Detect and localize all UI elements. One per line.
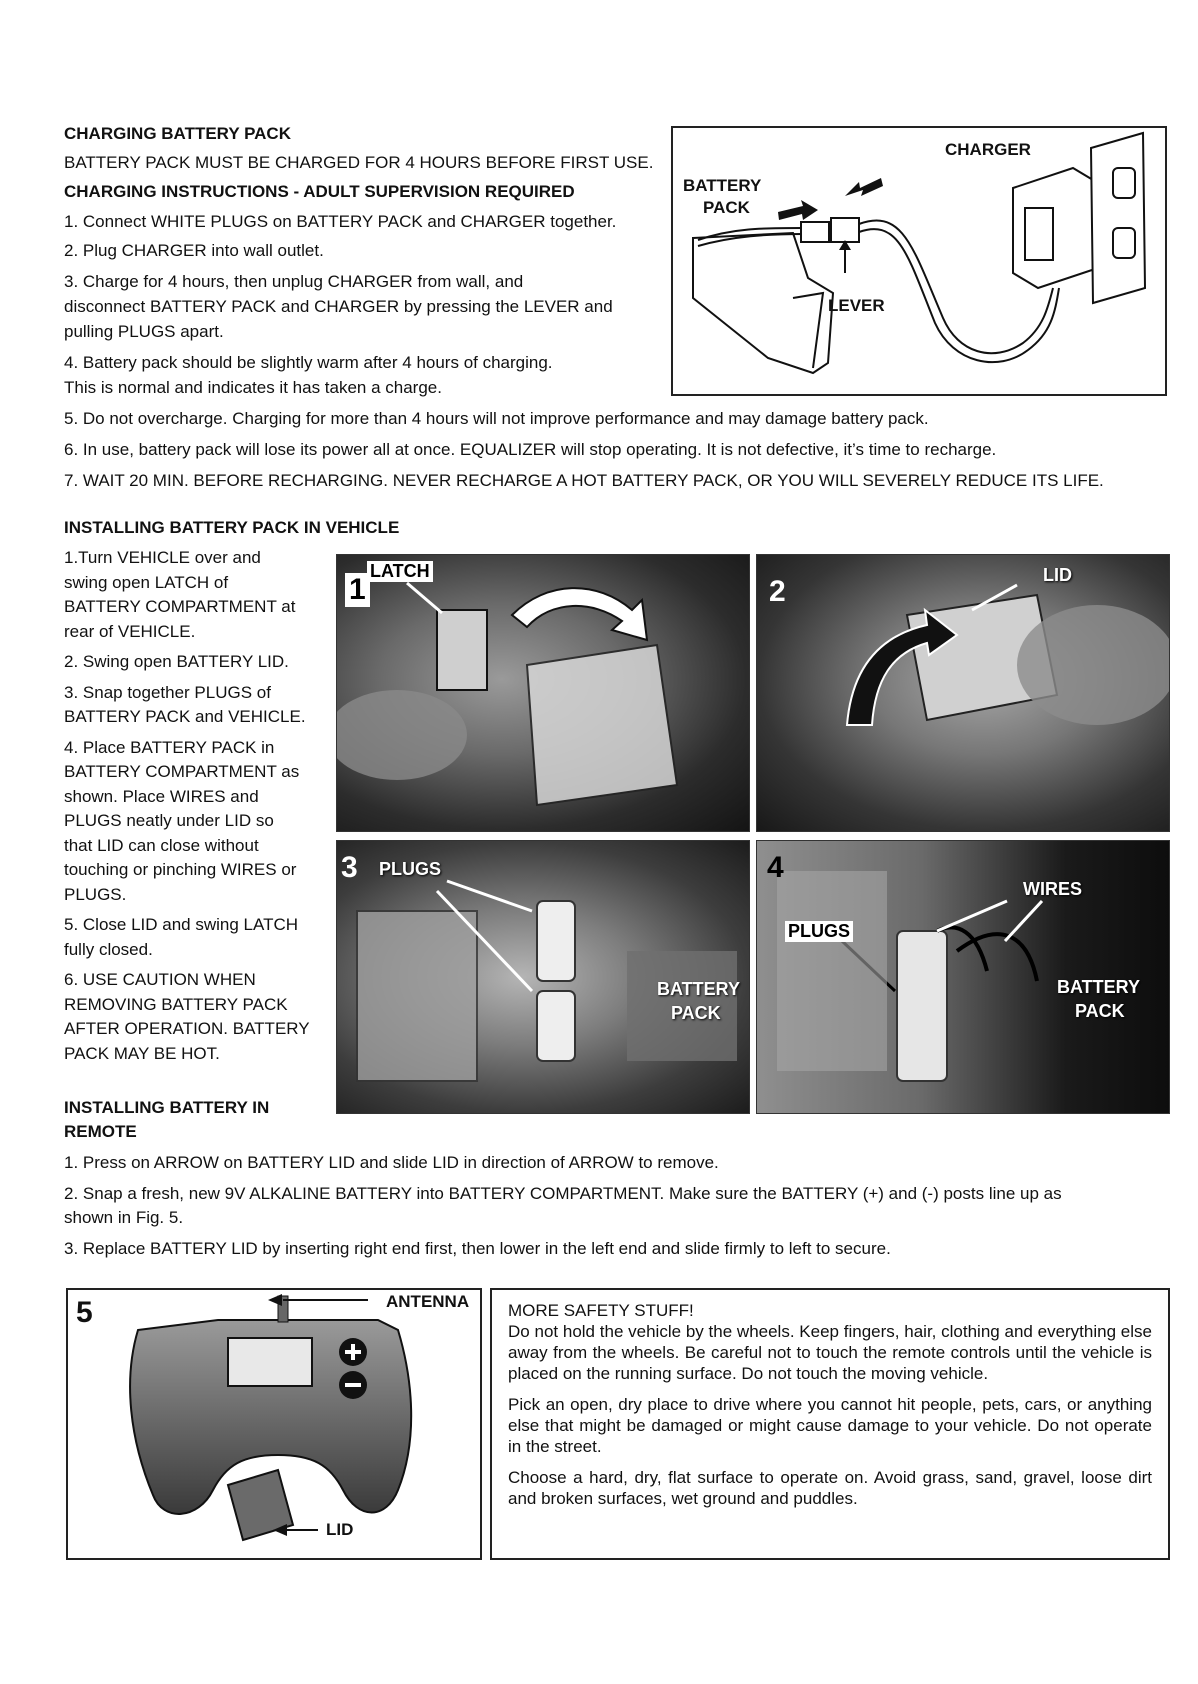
photo-3-battery-label-line-1: BATTERY — [657, 979, 740, 999]
installing-remote-heading-line-1: INSTALLING BATTERY IN — [64, 1098, 270, 1117]
wall-outlet — [1091, 133, 1145, 303]
installing-vehicle-steps — [64, 546, 328, 1066]
safety-paragraph-2: Pick an open, dry place to drive where you cannot hit people, pets, cars, or anything else that might be damaged or might cause damage to your vehicle. Do not operate in the street. — [508, 1395, 1152, 1456]
arrow-right-icon — [778, 200, 818, 220]
charger-diagram — [671, 126, 1167, 396]
photo-3-battery-label-line-2: PACK — [671, 1003, 721, 1023]
photo-4-wires-label: WIRES — [1023, 879, 1083, 899]
photo-2-illustration — [757, 555, 1169, 831]
arrow-left-icon — [845, 178, 883, 196]
vehicle-step-3-line-1: 3. Snap together PLUGS of — [64, 682, 271, 702]
vehicle-step-4-line-2: BATTERY COMPARTMENT as — [64, 762, 300, 781]
charger-diagram-illustration — [673, 128, 1165, 394]
vehicle-step-6-line-1: 6. USE CAUTION WHEN — [64, 970, 256, 989]
remote-illustration — [68, 1290, 480, 1558]
vehicle-step-6-line-3: AFTER OPERATION. BATTERY — [64, 1019, 310, 1038]
charging-step-1: 1. Connect WHITE PLUGS on BATTERY PACK and CHARGER together. — [64, 212, 617, 231]
photo-3-illustration — [337, 841, 749, 1113]
vehicle-step-1-line-4: rear of VEHICLE. — [64, 621, 196, 641]
photo-1-number: 1 — [345, 573, 370, 607]
photo-1-label: LATCH — [367, 561, 433, 582]
charging-step-6: 6. In use, battery pack will lose its power all at once. EQUALIZER will stop operating. It is not defective, it’s time to recharge. — [64, 440, 997, 459]
vehicle-step-3-line-2: BATTERY PACK and VEHICLE. — [64, 707, 306, 726]
photo-4-plugs-label: PLUGS — [785, 921, 853, 942]
photo-4-wires — [756, 840, 1170, 1114]
charging-must-charge: BATTERY PACK MUST BE CHARGED FOR 4 HOURS BEFORE FIRST USE. — [64, 153, 654, 172]
vehicle-step-4-line-4: PLUGS neatly under LID so — [64, 811, 274, 830]
lever-label: LEVER — [828, 296, 885, 315]
vehicle-step-4-line-6: touching or pinching WIRES or — [64, 860, 297, 879]
vehicle-step-2: 2. Swing open BATTERY LID. — [64, 652, 289, 671]
battery-label-line-2: PACK — [703, 198, 750, 217]
installing-vehicle-heading: INSTALLING BATTERY PACK IN VEHICLE — [64, 518, 400, 537]
battery-pack-shape — [693, 233, 833, 373]
photo-1-latch — [336, 554, 750, 832]
vehicle-step-4-line-3: shown. Place WIRES and — [64, 786, 259, 806]
charging-heading: CHARGING BATTERY PACK — [64, 124, 291, 143]
vehicle-step-4-line-7: PLUGS. — [64, 884, 127, 904]
antenna-label: ANTENNA — [386, 1292, 470, 1311]
safety-heading: MORE SAFETY STUFF! — [508, 1301, 694, 1320]
charging-step-4-line-2: This is normal and indicates it has taken a charge. — [64, 378, 442, 397]
photo-2-lid — [756, 554, 1170, 832]
plug-left — [801, 222, 829, 242]
photo-3-number: 3 — [341, 851, 358, 884]
safety-box — [490, 1288, 1170, 1560]
charging-step-5: 5. Do not overcharge. Charging for more than 4 hours will not improve performance and may damage battery pack. — [64, 409, 929, 428]
safety-paragraph-3: Choose a hard, dry, flat surface to operate on. Avoid grass, sand, gravel, loose dirt and broken surfaces, wet ground and puddles. — [508, 1468, 1152, 1508]
vehicle-step-6-line-4: PACK MAY BE HOT. — [64, 1043, 220, 1063]
vehicle-step-1-line-3: BATTERY COMPARTMENT at — [64, 597, 296, 616]
vehicle-step-5-line-1: 5. Close LID and swing LATCH — [64, 915, 299, 934]
photo-3-plugs — [336, 840, 750, 1114]
remote-battery-compartment — [228, 1338, 312, 1386]
charging-step-2: 2. Plug CHARGER into wall outlet. — [64, 241, 324, 260]
battery-label-line-1: BATTERY — [683, 176, 762, 195]
photo-1-illustration — [337, 555, 749, 831]
vehicle-step-1-line-1: 1.Turn VEHICLE over and — [64, 548, 261, 567]
charger-label: CHARGER — [945, 140, 1031, 159]
vehicle-step-1-line-2: swing open LATCH of — [64, 572, 229, 592]
charging-step-7: 7. WAIT 20 MIN. BEFORE RECHARGING. NEVER RECHARGE A HOT BATTERY PACK, OR YOU WILL SEVERELY REDUCE ITS LIFE. — [64, 471, 1104, 490]
photo-2-number: 2 — [769, 575, 786, 608]
vehicle-step-4-line-5: that LID can close without — [64, 835, 259, 855]
curved-arrow-icon — [512, 588, 647, 640]
charging-step-3-line-2: disconnect BATTERY PACK and CHARGER by pressing the LEVER and — [64, 297, 613, 316]
vehicle-step-4-line-1: 4. Place BATTERY PACK in — [64, 737, 275, 757]
remote-lid-label: LID — [326, 1520, 354, 1539]
remote-step-2-line-2: shown in Fig. 5. — [64, 1208, 184, 1227]
installing-remote-heading-line-2: REMOTE — [64, 1122, 137, 1141]
remote-step-3: 3. Replace BATTERY LID by inserting right end first, then lower in the left end and slide firmly to left to secure. — [64, 1239, 891, 1258]
remote-figure-number: 5 — [76, 1296, 93, 1329]
safety-paragraph-1: Do not hold the vehicle by the wheels. Keep fingers, hair, clothing and everything else away from the wheels. Be careful not to touch the remote controls until the vehicle is placed on the running surface. Do not touch the moving vehicle. — [508, 1322, 1152, 1383]
photo-2-label: LID — [1043, 565, 1072, 585]
charging-step-3-line-3: pulling PLUGS apart. — [64, 322, 224, 341]
photo-4-number: 4 — [767, 851, 784, 884]
remote-step-2-line-1: 2. Snap a fresh, new 9V ALKALINE BATTERY into BATTERY COMPARTMENT. Make sure the BATTERY (+) and (-) posts line up as — [64, 1184, 1062, 1203]
remote-figure — [66, 1288, 482, 1560]
photo-3-label: PLUGS — [379, 859, 442, 879]
photo-4-battery-label-line-2: PACK — [1075, 1001, 1125, 1021]
photo-4-battery-label-line-1: BATTERY — [1057, 977, 1140, 997]
charging-step-4-line-1: 4. Battery pack should be slightly warm after 4 hours of charging. — [64, 353, 553, 372]
charging-instructions-heading: CHARGING INSTRUCTIONS - ADULT SUPERVISION REQUIRED — [64, 182, 575, 201]
vehicle-step-6-line-2: REMOVING BATTERY PACK — [64, 994, 288, 1014]
plug-right — [831, 218, 859, 242]
remote-step-1: 1. Press on ARROW on BATTERY LID and slide LID in direction of ARROW to remove. — [64, 1153, 719, 1172]
vehicle-step-5-line-2: fully closed. — [64, 939, 153, 959]
charging-step-3-line-1: 3. Charge for 4 hours, then unplug CHARGER from wall, and — [64, 272, 524, 291]
